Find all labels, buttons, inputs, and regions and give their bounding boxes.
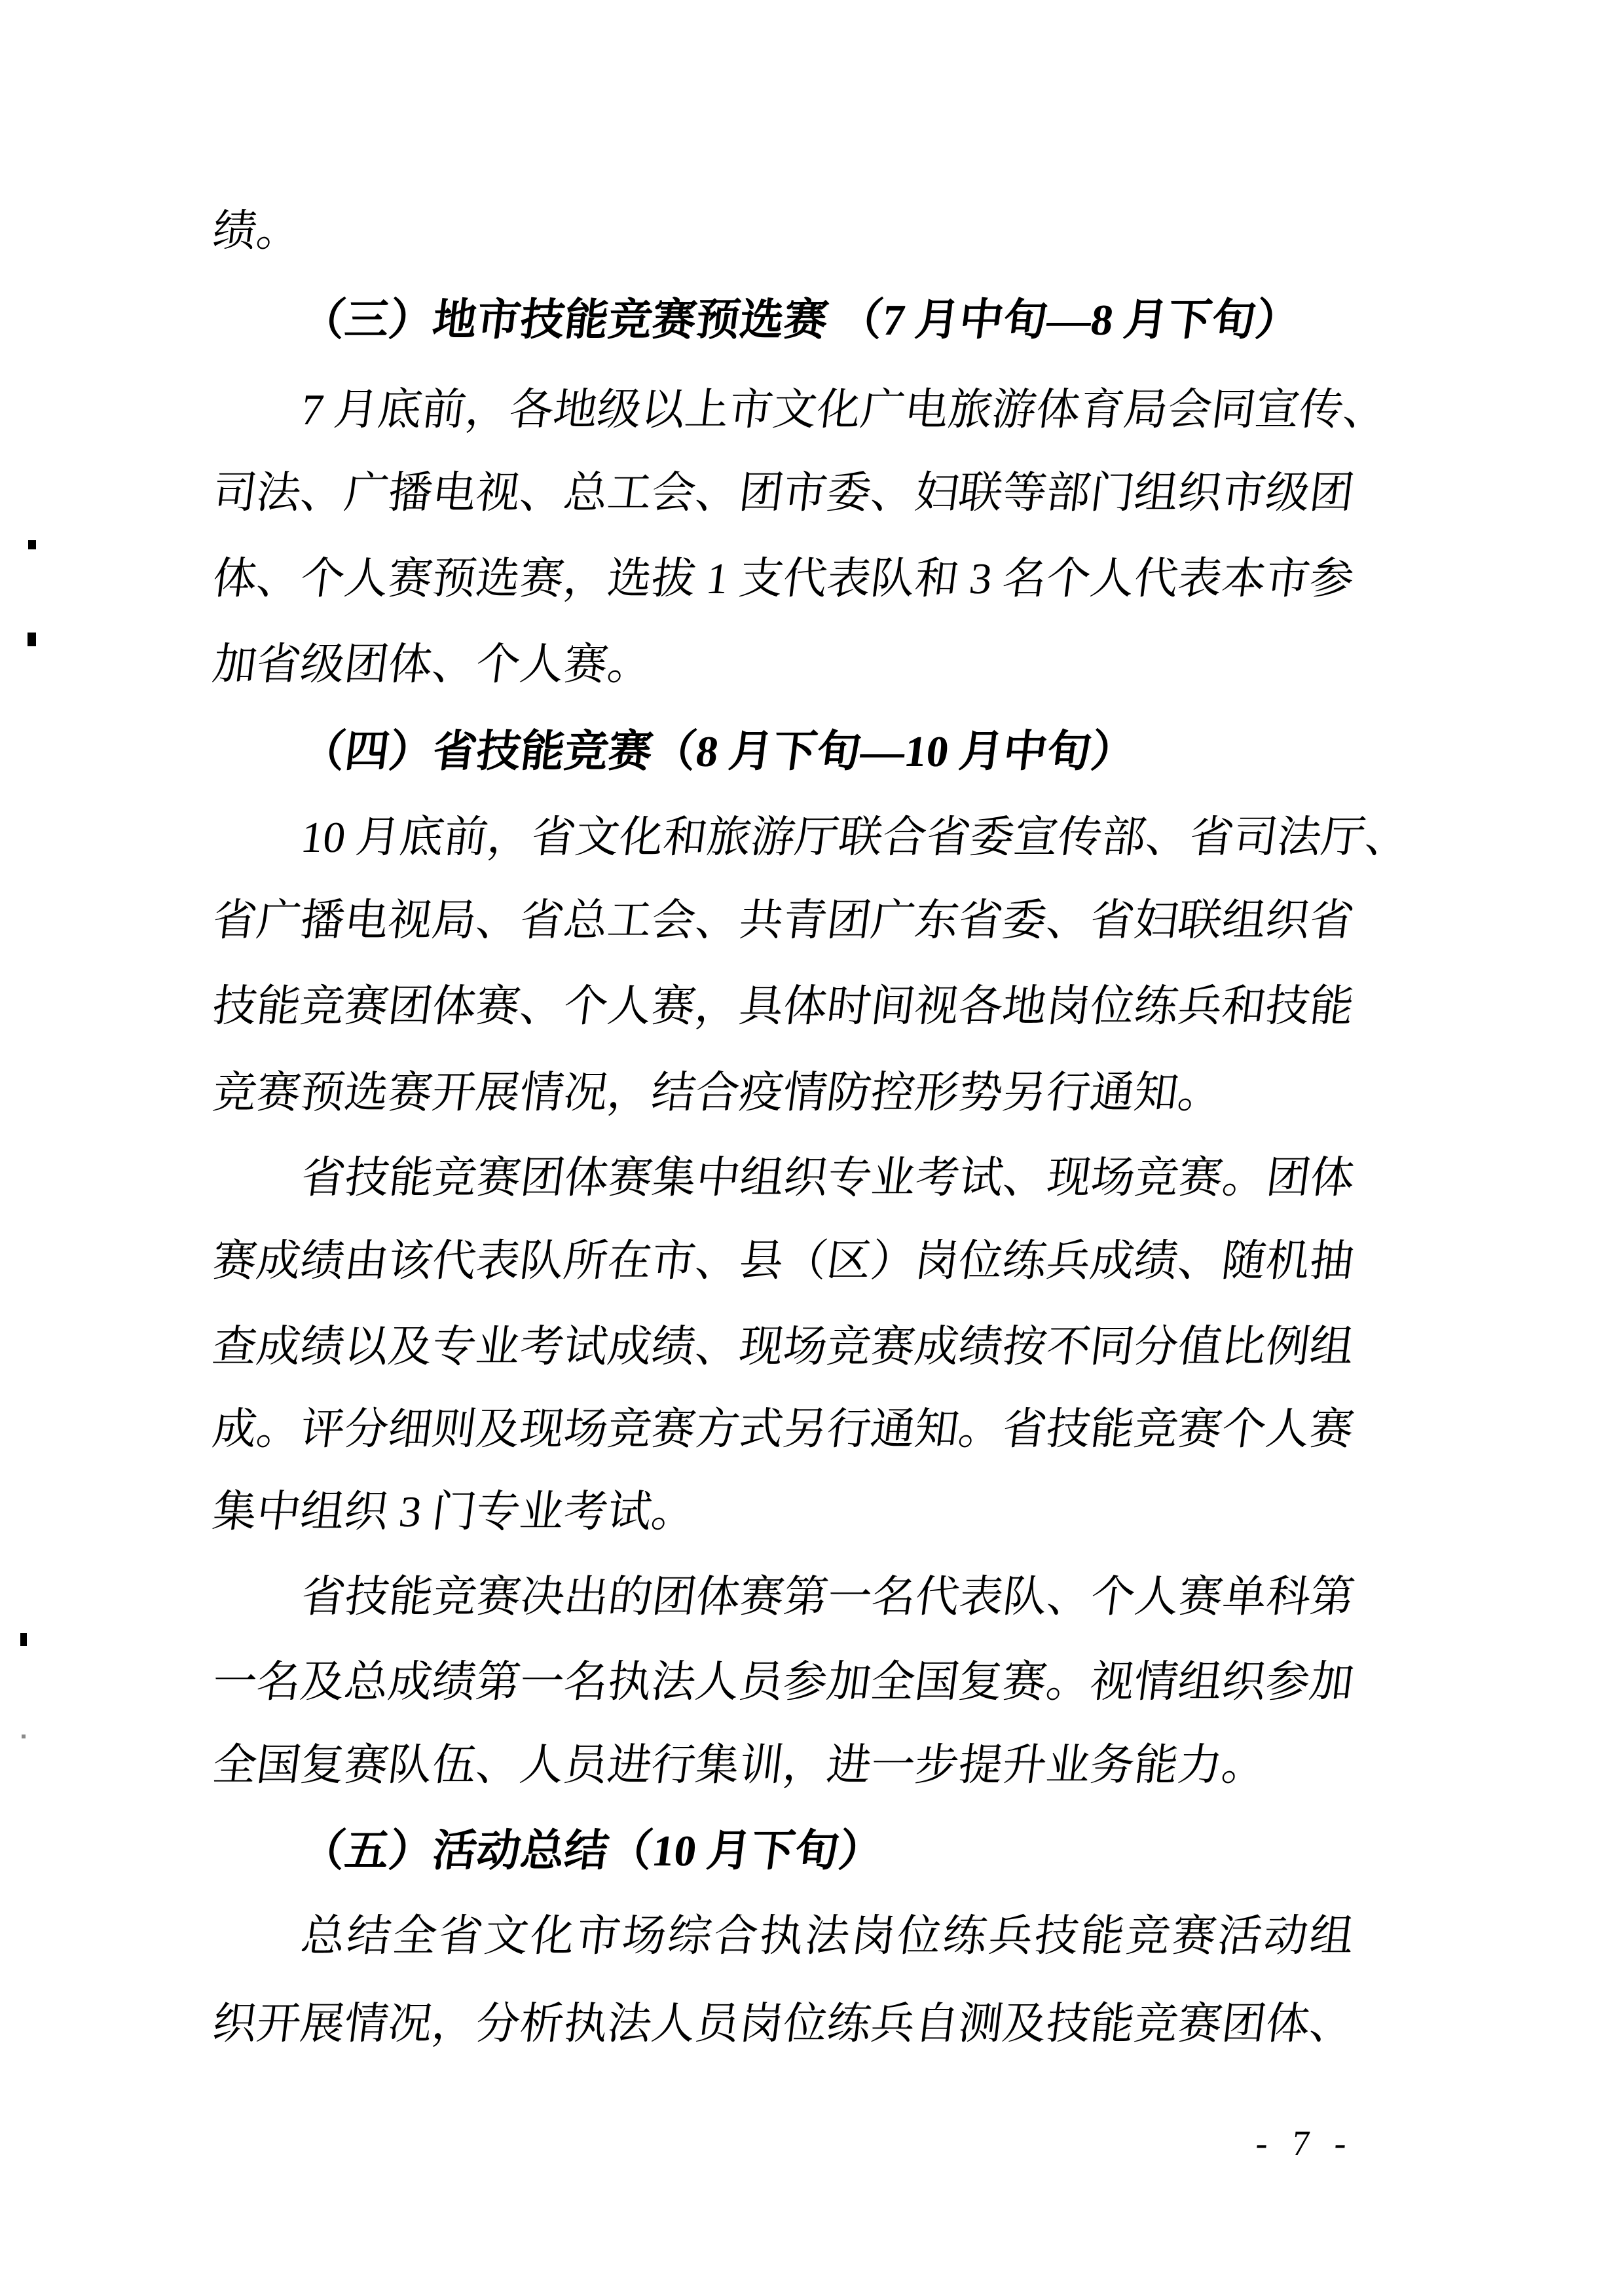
section-heading-5: （五）活动总结（10 月下旬） [298, 1827, 886, 1875]
scan-artifact [28, 633, 36, 646]
text-line: 成。评分细则及现场竞赛方式另行通知。省技能竞赛个人赛 [210, 1405, 1357, 1454]
text-line: 省技能竞赛决出的团体赛第一名代表队、个人赛单科第 [298, 1573, 1357, 1621]
text-line: 司法、广播电视、总工会、团市委、妇联等部门组织市级团 [210, 469, 1357, 517]
text-line: 查成绩以及专业考试成绩、现场竞赛成绩按不同分值比例组 [210, 1323, 1357, 1371]
page-number: - 7 - [1254, 2123, 1356, 2163]
scan-artifact [22, 1735, 26, 1738]
text-line: 省广播电视局、省总工会、共青团广东省委、省妇联组织省 [210, 896, 1357, 945]
text-line: 7 月底前，各地级以上市文化广电旅游体育局会同宣传、 [298, 386, 1391, 434]
section-heading-4: （四）省技能竞赛（8 月下旬—10 月中旬） [298, 727, 1138, 776]
scan-artifact [28, 540, 36, 549]
text-line: 体、个人赛预选赛，选拔 1 支代表队和 3 名个人代表本市参 [210, 555, 1357, 603]
text-line: 集中组织 3 门专业考试。 [210, 1488, 699, 1536]
text-line: 全国复赛队伍、人员进行集训，进一步提升业务能力。 [210, 1741, 1269, 1790]
section-heading-3: （三）地市技能竞赛预选赛 （7 月中旬—8 月下旬） [298, 296, 1303, 344]
text-line: 织开展情况，分析执法人员岗位练兵自测及技能竞赛团体、 [210, 2000, 1357, 2048]
text-line: 一名及总成绩第一名执法人员参加全国复赛。视情组织参加 [210, 1658, 1357, 1706]
text-line: 总结全省文化市场综合执法岗位练兵技能竞赛活动组 [298, 1912, 1359, 1960]
text-line: 省技能竞赛团体赛集中组织专业考试、现场竞赛。团体 [298, 1154, 1357, 1202]
text-line: 绩。 [210, 207, 304, 255]
text-line: 10 月底前，省文化和旅游厅联合省委宣传部、省司法厅、 [298, 813, 1412, 862]
text-line: 加省级团体、个人赛。 [210, 640, 655, 689]
text-line: 竞赛预选赛开展情况，结合疫情防控形势另行通知。 [210, 1069, 1225, 1117]
scan-artifact [20, 1633, 27, 1646]
text-line: 技能竞赛团体赛、个人赛，具体时间视各地岗位练兵和技能 [210, 982, 1357, 1031]
text-line: 赛成绩由该代表队所在市、县（区）岗位练兵成绩、随机抽 [210, 1237, 1357, 1285]
